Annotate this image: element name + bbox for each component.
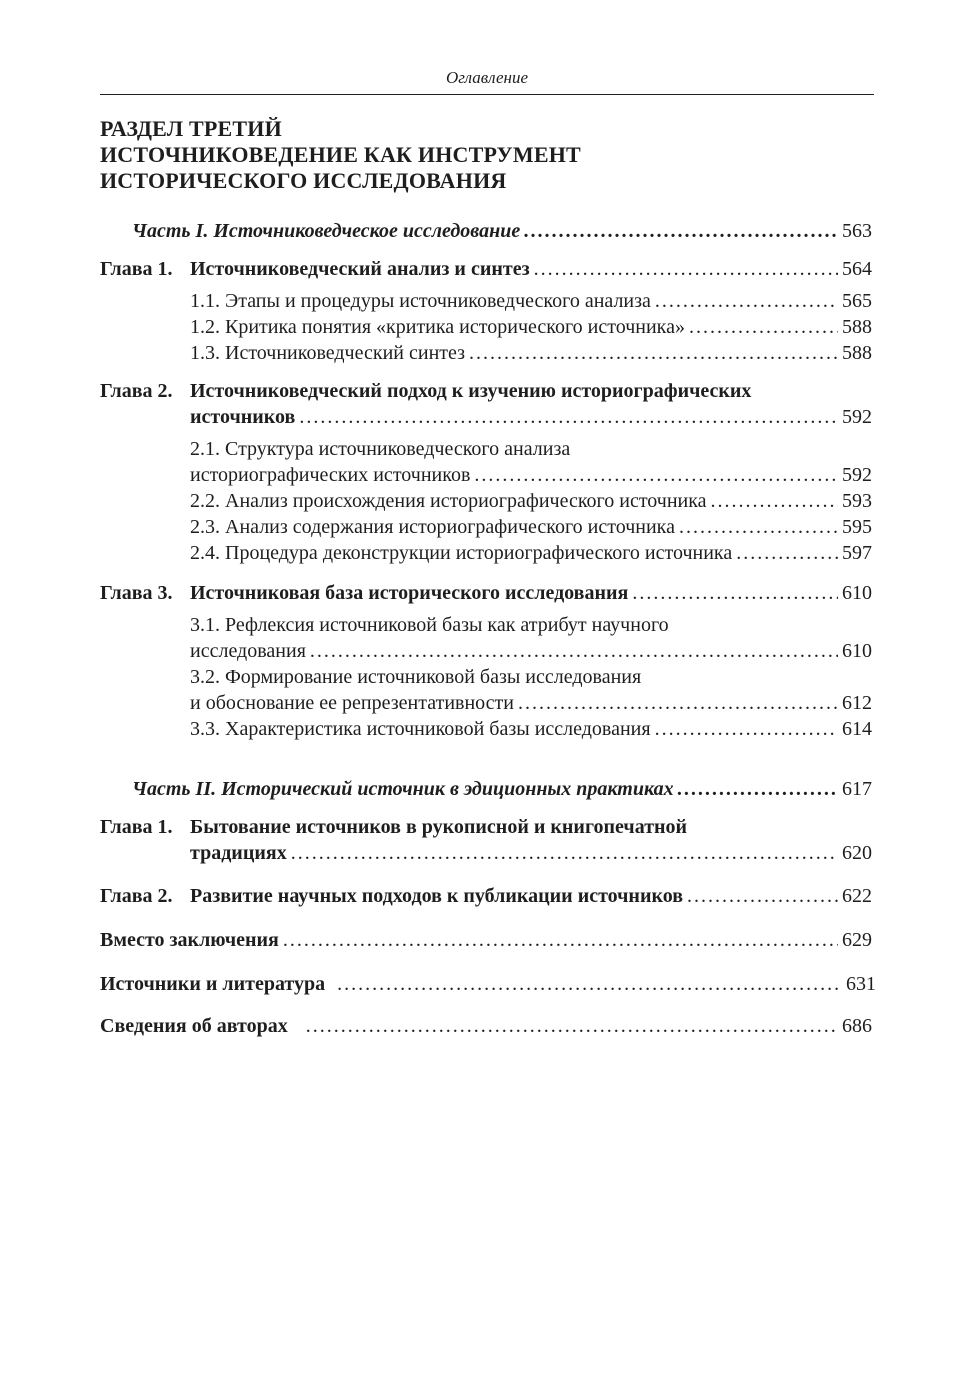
toc-chapter-2-2-title: Развитие научных подходов к публикации источников bbox=[190, 885, 684, 907]
toc-subsection-2-3-page: 595 bbox=[842, 516, 872, 538]
toc-chapter-1-3-page: 610 bbox=[842, 582, 872, 604]
toc-subsection-2-1[interactable] bbox=[190, 462, 872, 488]
toc-chapter-1-2-title-line-1[interactable]: Источниковедческий подход к изучению историографических bbox=[190, 380, 752, 402]
section-title bbox=[100, 116, 874, 194]
toc-chapter-2-1-title-line-1[interactable]: Бытование источников в рукописной и книгопечатной bbox=[190, 816, 688, 838]
toc-subsection-2-2-title: 2.2. Анализ происхождения историографического источника bbox=[190, 490, 707, 512]
toc-conclusion-title: Вместо заключения bbox=[100, 929, 279, 951]
header-rule bbox=[100, 94, 874, 95]
toc-subsection-1-1[interactable] bbox=[190, 288, 872, 314]
dot-leader bbox=[465, 340, 838, 366]
toc-authors-page: 686 bbox=[842, 1015, 872, 1037]
dot-leader bbox=[685, 314, 838, 340]
toc-subsection-1-2[interactable] bbox=[190, 314, 872, 340]
toc-chapter-1-1-title: Источниковедческий анализ и синтез bbox=[190, 258, 530, 280]
toc-chapter-1-1-page: 564 bbox=[842, 258, 872, 280]
toc-subsection-2-2-page: 593 bbox=[842, 490, 872, 512]
dot-leader bbox=[470, 462, 838, 488]
dot-leader bbox=[674, 776, 838, 802]
dot-leader bbox=[707, 488, 838, 514]
section-title-line-1: РАЗДЕЛ ТРЕТИЙ bbox=[100, 116, 282, 141]
toc-chapter-2-2-page: 622 bbox=[842, 885, 872, 907]
toc-conclusion[interactable] bbox=[100, 927, 872, 953]
dot-leader bbox=[288, 1013, 838, 1039]
toc-subsection-3-2-page: 612 bbox=[842, 692, 872, 714]
toc-subsection-2-4[interactable] bbox=[190, 540, 872, 566]
toc-subsection-2-3-title: 2.3. Анализ содержания историографического источника bbox=[190, 516, 675, 538]
toc-subsection-3-1-title-line-1[interactable]: 3.1. Рефлексия источниковой базы как атрибут научного bbox=[190, 614, 669, 636]
toc-subsection-1-3-page: 588 bbox=[842, 342, 872, 364]
dot-leader bbox=[279, 927, 838, 953]
toc-sources-page: 631 bbox=[846, 973, 876, 995]
dot-leader bbox=[325, 971, 842, 997]
toc-subsection-3-3-page: 614 bbox=[842, 718, 872, 740]
toc-subsection-2-1-page: 592 bbox=[842, 464, 872, 486]
toc-subsection-3-2-title-line-1[interactable]: 3.2. Формирование источниковой базы исследования bbox=[190, 666, 642, 688]
toc-authors-title: Сведения об авторах bbox=[100, 1015, 288, 1037]
dot-leader bbox=[628, 580, 838, 606]
toc-conclusion-page: 629 bbox=[842, 929, 872, 951]
dot-leader bbox=[520, 218, 838, 244]
toc-subsection-3-1-title-line-2: исследования bbox=[190, 640, 306, 662]
toc-part-1-title: Часть I. Источниковедческое исследование bbox=[132, 220, 521, 242]
toc-part-2-page: 617 bbox=[842, 778, 872, 800]
toc-subsection-3-3-title: 3.3. Характеристика источниковой базы исследования bbox=[190, 718, 651, 740]
toc-subsection-3-3[interactable] bbox=[190, 716, 872, 742]
toc-subsection-1-3[interactable] bbox=[190, 340, 872, 366]
toc-subsection-3-1-page: 610 bbox=[842, 640, 872, 662]
toc-subsection-2-2[interactable] bbox=[190, 488, 872, 514]
toc-subsection-1-2-page: 588 bbox=[842, 316, 872, 338]
toc-subsection-2-1-title-line-1[interactable]: 2.1. Структура источниковедческого анализа bbox=[190, 438, 571, 460]
toc-subsection-1-1-page: 565 bbox=[842, 290, 872, 312]
toc-chapter-2-1[interactable] bbox=[190, 840, 872, 866]
section-title-line-2: ИСТОЧНИКОВЕДЕНИЕ КАК ИНСТРУМЕНТ bbox=[100, 142, 581, 167]
toc-chapter-2-1-label: Глава 1. bbox=[100, 816, 173, 838]
toc-subsection-2-3[interactable] bbox=[190, 514, 872, 540]
toc-subsection-1-2-title: 1.2. Критика понятия «критика исторического источника» bbox=[190, 316, 685, 338]
dot-leader bbox=[530, 256, 838, 282]
toc-part-1-page: 563 bbox=[842, 220, 872, 242]
dot-leader bbox=[306, 638, 838, 664]
dot-leader bbox=[651, 288, 838, 314]
toc-subsection-3-2[interactable] bbox=[190, 690, 872, 716]
toc-subsection-2-1-title-line-2: историографических источников bbox=[190, 464, 471, 486]
dot-leader bbox=[295, 404, 838, 430]
toc-chapter-1-2-title-line-2: источников bbox=[190, 406, 296, 428]
dot-leader bbox=[732, 540, 838, 566]
toc-chapter-1-3-label: Глава 3. bbox=[100, 582, 173, 604]
dot-leader bbox=[651, 716, 838, 742]
toc-part-2[interactable] bbox=[132, 776, 872, 802]
toc-chapter-1-3-title: Источниковая база исторического исследования bbox=[190, 582, 629, 604]
dot-leader bbox=[287, 840, 838, 866]
toc-chapter-1-3[interactable] bbox=[190, 580, 872, 606]
toc-chapter-1-2[interactable] bbox=[190, 404, 872, 430]
toc-subsection-1-1-title: 1.1. Этапы и процедуры источниковедческого анализа bbox=[190, 290, 651, 312]
toc-sources-title: Источники и литература bbox=[100, 973, 326, 995]
dot-leader bbox=[675, 514, 838, 540]
running-head: Оглавление bbox=[445, 68, 529, 87]
toc-part-1[interactable] bbox=[132, 218, 872, 244]
toc-chapter-1-2-page: 592 bbox=[842, 406, 872, 428]
toc-chapter-2-2[interactable] bbox=[190, 883, 872, 909]
toc-subsection-3-2-title-line-2: и обоснование ее репрезентативности bbox=[190, 692, 514, 714]
toc-chapter-2-1-title-line-2: традициях bbox=[190, 842, 287, 864]
toc-subsection-2-4-title: 2.4. Процедура деконструкции историографического источника bbox=[190, 542, 733, 564]
toc-chapter-2-1-page: 620 bbox=[842, 842, 872, 864]
dot-leader bbox=[683, 883, 838, 909]
toc-chapter-2-2-label: Глава 2. bbox=[100, 885, 173, 907]
toc-subsection-3-1[interactable] bbox=[190, 638, 872, 664]
toc-chapter-1-1[interactable] bbox=[190, 256, 872, 282]
section-title-line-3: ИСТОРИЧЕСКОГО ИССЛЕДОВАНИЯ bbox=[100, 168, 507, 193]
toc-chapter-1-1-label: Глава 1. bbox=[100, 258, 173, 280]
toc-chapter-1-2-label: Глава 2. bbox=[100, 380, 173, 402]
toc-authors[interactable] bbox=[100, 1013, 872, 1039]
dot-leader bbox=[514, 690, 838, 716]
toc-subsection-1-3-title: 1.3. Источниковедческий синтез bbox=[190, 342, 466, 364]
toc-part-2-title: Часть II. Исторический источник в эдиционных практиках bbox=[132, 778, 674, 800]
toc-sources[interactable] bbox=[100, 971, 876, 997]
toc-subsection-2-4-page: 597 bbox=[842, 542, 872, 564]
